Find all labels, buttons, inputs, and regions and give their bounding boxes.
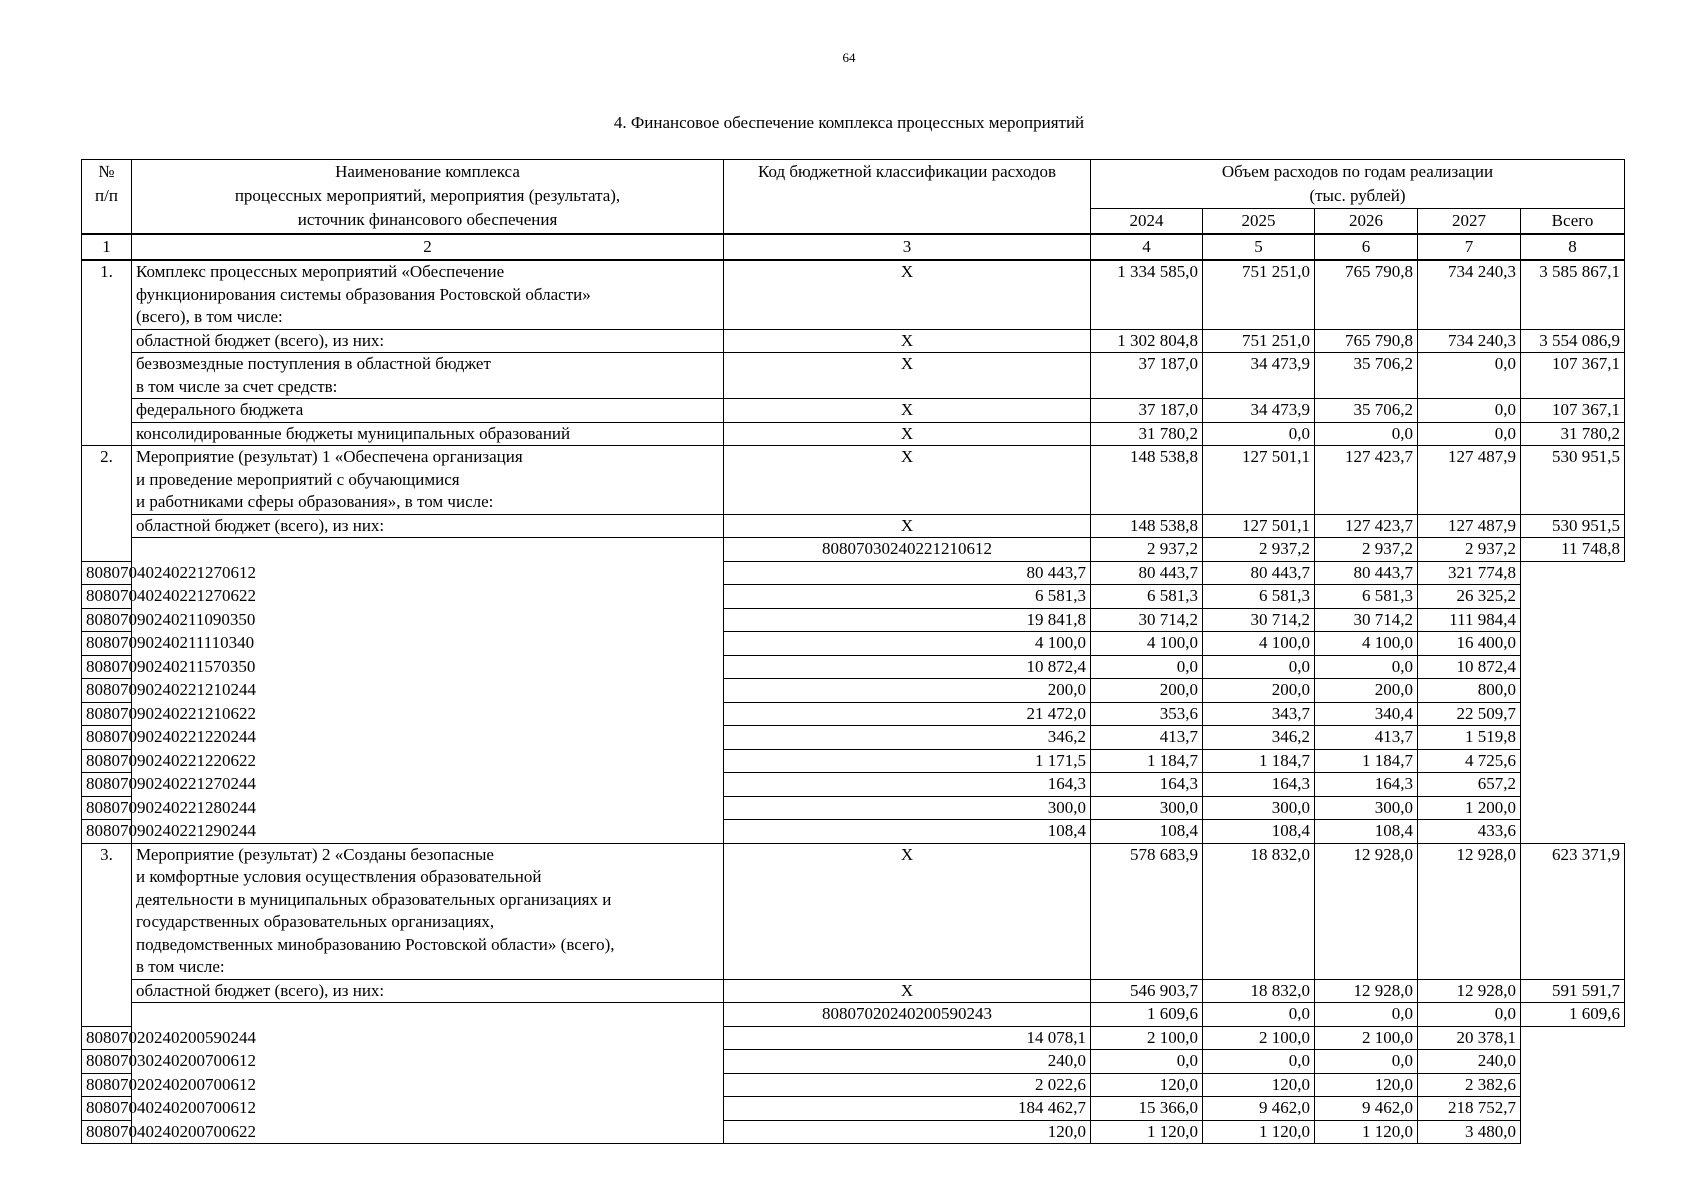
amount-total: 20 378,1	[1418, 1026, 1521, 1050]
col-header-name: Наименование комплекса процессных мероприятий, мероприятия (результата), источник финансового обеспечения	[132, 160, 724, 235]
col-number: 5	[1203, 234, 1315, 260]
table-row	[82, 399, 1625, 423]
budget-code: 80807090240211090350	[82, 608, 132, 632]
amount-year: 120,0	[1203, 1073, 1315, 1097]
amount-year: 0,0	[1315, 1050, 1418, 1074]
amount-year: 108,4	[1091, 820, 1203, 844]
amount-year: 127 487,9	[1418, 514, 1521, 538]
table-row	[82, 422, 1625, 446]
code-row	[82, 538, 1625, 562]
budget-code: 80807020240200590243	[724, 1003, 1091, 1027]
row-name-text: областной бюджет (всего), из них:	[136, 330, 385, 350]
amount-total: 16 400,0	[1418, 632, 1521, 656]
amount-year: 164,3	[1203, 773, 1315, 797]
amount-year: 200,0	[724, 679, 1091, 703]
budget-code: 80807090240221210244	[82, 679, 132, 703]
budget-code: 80807090240221280244	[82, 796, 132, 820]
amount-year: 120,0	[1091, 1073, 1203, 1097]
amount-year: 6 581,3	[1315, 585, 1418, 609]
table-row	[82, 979, 1625, 1003]
col-header-year: 2025	[1203, 209, 1315, 235]
budget-code: 80807090240211570350	[82, 655, 132, 679]
amount-year: 346,2	[1203, 726, 1315, 750]
row-name	[132, 260, 724, 329]
amount-year: 30 714,2	[1091, 608, 1203, 632]
amount-year: 0,0	[1418, 399, 1521, 423]
amount-year: 108,4	[1315, 820, 1418, 844]
amount-year: 35 706,2	[1315, 399, 1418, 423]
col-header-code: Код бюджетной классификации расходов	[724, 160, 1091, 235]
amount-total: 107 367,1	[1521, 353, 1625, 399]
amount-year: 164,3	[1315, 773, 1418, 797]
row-name-text: Мероприятие (результат) 2 «Созданы безопасные и комфортные условия осуществления образовательной деятельности в муниципальных образовательных организациях и государственных образовательных организациях, подведомственных минобразованию Ростовской области» (всего), в том числе:	[136, 844, 615, 976]
amount-total: 321 774,8	[1418, 561, 1521, 585]
budget-code: 80807020240200700612	[82, 1073, 132, 1097]
col-number: 4	[1091, 234, 1203, 260]
amount-year: 200,0	[1315, 679, 1418, 703]
amount-year: 31 780,2	[1091, 422, 1203, 446]
amount-total: 657,2	[1418, 773, 1521, 797]
amount-year: 12 928,0	[1315, 979, 1418, 1003]
budget-code: X	[724, 843, 1091, 979]
table-row	[82, 329, 1625, 353]
amount-year: 1 184,7	[1315, 749, 1418, 773]
row-name	[132, 446, 724, 515]
table-row	[82, 260, 1625, 329]
amount-year: 4 100,0	[1203, 632, 1315, 656]
amount-year: 1 184,7	[1091, 749, 1203, 773]
amount-year: 127 423,7	[1315, 446, 1418, 515]
amount-year: 0,0	[1315, 655, 1418, 679]
budget-code: X	[724, 260, 1091, 329]
amount-year: 0,0	[1091, 1050, 1203, 1074]
amount-year: 343,7	[1203, 702, 1315, 726]
amount-year: 1 302 804,8	[1091, 329, 1203, 353]
col-header-volume: Объем расходов по годам реализации (тыс. рублей)	[1091, 160, 1625, 209]
amount-year: 340,4	[1315, 702, 1418, 726]
amount-total: 31 780,2	[1521, 422, 1625, 446]
amount-total: 1 200,0	[1418, 796, 1521, 820]
amount-year: 200,0	[1203, 679, 1315, 703]
amount-year: 18 832,0	[1203, 843, 1315, 979]
budget-code: 80807090240221220622	[82, 749, 132, 773]
col-header-year: 2024	[1091, 209, 1203, 235]
amount-year: 12 928,0	[1418, 979, 1521, 1003]
col-number: 8	[1521, 234, 1625, 260]
budget-code: 80807090240221220244	[82, 726, 132, 750]
amount-year: 10 872,4	[724, 655, 1091, 679]
col-number: 2	[132, 234, 724, 260]
amount-year: 2 937,2	[1091, 538, 1203, 562]
row-name-text: областной бюджет (всего), из них:	[136, 515, 385, 535]
table-body	[82, 260, 1625, 1144]
amount-year: 546 903,7	[1091, 979, 1203, 1003]
amount-year: 37 187,0	[1091, 353, 1203, 399]
amount-year: 0,0	[1203, 422, 1315, 446]
amount-total: 3 554 086,9	[1521, 329, 1625, 353]
amount-total: 111 984,4	[1418, 608, 1521, 632]
amount-year: 108,4	[724, 820, 1091, 844]
document-title: 4. Финансовое обеспечение комплекса процессных мероприятий	[613, 113, 1085, 132]
amount-year: 9 462,0	[1315, 1097, 1418, 1121]
budget-code: 80807040240221270622	[82, 585, 132, 609]
amount-total: 1 519,8	[1418, 726, 1521, 750]
amount-year: 413,7	[1315, 726, 1418, 750]
budget-code: X	[724, 514, 1091, 538]
budget-code: 80807090240221210622	[82, 702, 132, 726]
amount-year: 0,0	[1315, 1003, 1418, 1027]
row-name-text: консолидированные бюджеты муниципальных образований	[136, 423, 571, 443]
amount-year: 30 714,2	[1203, 608, 1315, 632]
amount-year: 0,0	[1418, 353, 1521, 399]
amount-year: 300,0	[1091, 796, 1203, 820]
amount-total: 530 951,5	[1521, 446, 1625, 515]
col-header-year: 2026	[1315, 209, 1418, 235]
amount-year: 240,0	[724, 1050, 1091, 1074]
amount-total: 10 872,4	[1418, 655, 1521, 679]
budget-code: 80807090240221290244	[82, 820, 132, 844]
table-row	[82, 353, 1625, 399]
section-number: 1.	[82, 260, 132, 446]
amount-year: 19 841,8	[724, 608, 1091, 632]
row-name-text: безвозмездные поступления в областной бюджет в том числе за счет средств:	[136, 354, 491, 396]
amount-total: 591 591,7	[1521, 979, 1625, 1003]
amount-year: 6 581,3	[1203, 585, 1315, 609]
amount-year: 120,0	[724, 1120, 1091, 1144]
budget-code: X	[724, 399, 1091, 423]
table-header	[82, 160, 1625, 261]
row-name-text: федерального бюджета	[136, 400, 304, 419]
amount-year: 12 928,0	[1418, 843, 1521, 979]
amount-year: 751 251,0	[1203, 260, 1315, 329]
budget-code: 80807040240200700612	[82, 1097, 132, 1121]
amount-year: 127 423,7	[1315, 514, 1418, 538]
amount-year: 127 487,9	[1418, 446, 1521, 515]
budget-code: 80807020240200590244	[82, 1026, 132, 1050]
col-number: 1	[82, 234, 132, 260]
amount-year: 34 473,9	[1203, 399, 1315, 423]
amount-year: 4 100,0	[1091, 632, 1203, 656]
amount-year: 2 937,2	[1315, 538, 1418, 562]
amount-year: 12 928,0	[1315, 843, 1418, 979]
amount-total: 107 367,1	[1521, 399, 1625, 423]
amount-year: 164,3	[724, 773, 1091, 797]
amount-year: 1 184,7	[1203, 749, 1315, 773]
amount-year: 2 100,0	[1091, 1026, 1203, 1050]
budget-code: 80807030240200700612	[82, 1050, 132, 1074]
table-row	[82, 446, 1625, 515]
col-number: 3	[724, 234, 1091, 260]
amount-total: 22 509,7	[1418, 702, 1521, 726]
amount-year: 0,0	[1315, 422, 1418, 446]
amount-total: 4 725,6	[1418, 749, 1521, 773]
row-name	[132, 329, 724, 353]
col-header-num: № п/п	[82, 160, 132, 235]
amount-year: 4 100,0	[1315, 632, 1418, 656]
amount-year: 353,6	[1091, 702, 1203, 726]
amount-year: 120,0	[1315, 1073, 1418, 1097]
amount-year: 300,0	[724, 796, 1091, 820]
amount-year: 1 171,5	[724, 749, 1091, 773]
amount-year: 734 240,3	[1418, 260, 1521, 329]
budget-code: X	[724, 446, 1091, 515]
amount-year: 1 120,0	[1315, 1120, 1418, 1144]
amount-total: 1 609,6	[1521, 1003, 1625, 1027]
amount-total: 26 325,2	[1418, 585, 1521, 609]
budget-code: 80807030240221210612	[724, 538, 1091, 562]
amount-year: 30 714,2	[1315, 608, 1418, 632]
amount-year: 1 120,0	[1203, 1120, 1315, 1144]
table-row	[82, 843, 1625, 979]
budget-code: X	[724, 422, 1091, 446]
amount-total: 11 748,8	[1521, 538, 1625, 562]
amount-year: 148 538,8	[1091, 446, 1203, 515]
row-name	[132, 843, 724, 979]
col-number: 7	[1418, 234, 1521, 260]
amount-year: 35 706,2	[1315, 353, 1418, 399]
amount-year: 1 120,0	[1091, 1120, 1203, 1144]
amount-year: 2 022,6	[724, 1073, 1091, 1097]
amount-year: 0,0	[1418, 1003, 1521, 1027]
amount-total: 3 480,0	[1418, 1120, 1521, 1144]
amount-year: 578 683,9	[1091, 843, 1203, 979]
budget-code: 80807040240221270612	[82, 561, 132, 585]
amount-year: 164,3	[1091, 773, 1203, 797]
amount-year: 1 334 585,0	[1091, 260, 1203, 329]
amount-total: 530 951,5	[1521, 514, 1625, 538]
amount-year: 0,0	[1091, 655, 1203, 679]
row-name	[132, 399, 724, 423]
financing-table	[81, 159, 1625, 1144]
amount-year: 0,0	[1203, 655, 1315, 679]
amount-total: 218 752,7	[1418, 1097, 1521, 1121]
amount-year: 2 100,0	[1203, 1026, 1315, 1050]
amount-year: 14 078,1	[724, 1026, 1091, 1050]
row-name	[132, 422, 724, 446]
table-row	[82, 514, 1625, 538]
budget-code: 80807090240221270244	[82, 773, 132, 797]
budget-code: X	[724, 353, 1091, 399]
amount-total: 433,6	[1418, 820, 1521, 844]
budget-code: 80807090240211110340	[82, 632, 132, 656]
amount-year: 108,4	[1203, 820, 1315, 844]
amount-year: 765 790,8	[1315, 260, 1418, 329]
amount-year: 18 832,0	[1203, 979, 1315, 1003]
budget-code: 80807040240200700622	[82, 1120, 132, 1144]
amount-year: 80 443,7	[1091, 561, 1203, 585]
amount-year: 200,0	[1091, 679, 1203, 703]
amount-year: 184 462,7	[724, 1097, 1091, 1121]
amount-year: 21 472,0	[724, 702, 1091, 726]
amount-total: 3 585 867,1	[1521, 260, 1625, 329]
row-name	[132, 353, 724, 399]
row-name	[132, 514, 724, 538]
amount-year: 413,7	[1091, 726, 1203, 750]
amount-total: 240,0	[1418, 1050, 1521, 1074]
row-name-text: Мероприятие (результат) 1 «Обеспечена организация и проведение мероприятий с обучающимися и работниками сферы образования», в том числе:	[136, 447, 523, 511]
col-header-year: 2027	[1418, 209, 1521, 235]
budget-code: X	[724, 329, 1091, 353]
amount-year: 1 609,6	[1091, 1003, 1203, 1027]
amount-year: 80 443,7	[1203, 561, 1315, 585]
amount-year: 0,0	[1418, 422, 1521, 446]
row-name-text: областной бюджет (всего), из них:	[136, 980, 385, 1000]
amount-year: 6 581,3	[724, 585, 1091, 609]
amount-year: 0,0	[1203, 1050, 1315, 1074]
amount-year: 37 187,0	[1091, 399, 1203, 423]
amount-year: 6 581,3	[1091, 585, 1203, 609]
amount-year: 346,2	[724, 726, 1091, 750]
col-number: 6	[1315, 234, 1418, 260]
section-number: 3.	[82, 843, 132, 1026]
amount-year: 2 937,2	[1203, 538, 1315, 562]
amount-year: 34 473,9	[1203, 353, 1315, 399]
amount-year: 751 251,0	[1203, 329, 1315, 353]
amount-year: 0,0	[1203, 1003, 1315, 1027]
amount-year: 127 501,1	[1203, 446, 1315, 515]
page-number: 64	[842, 50, 856, 65]
row-name-text: Комплекс процессных мероприятий «Обеспечение функционирования системы образования Ростовской области» (всего), в том числе:	[136, 262, 591, 326]
code-row	[82, 1003, 1625, 1027]
col-header-total: Всего	[1521, 209, 1625, 235]
amount-total: 2 382,6	[1418, 1073, 1521, 1097]
amount-year: 4 100,0	[724, 632, 1091, 656]
amount-year: 734 240,3	[1418, 329, 1521, 353]
budget-code: X	[724, 979, 1091, 1003]
row-name	[132, 979, 724, 1003]
amount-year: 2 937,2	[1418, 538, 1521, 562]
amount-year: 80 443,7	[724, 561, 1091, 585]
amount-year: 765 790,8	[1315, 329, 1418, 353]
amount-total: 800,0	[1418, 679, 1521, 703]
amount-total: 623 371,9	[1521, 843, 1625, 979]
amount-year: 300,0	[1315, 796, 1418, 820]
amount-year: 80 443,7	[1315, 561, 1418, 585]
amount-year: 127 501,1	[1203, 514, 1315, 538]
amount-year: 148 538,8	[1091, 514, 1203, 538]
amount-year: 300,0	[1203, 796, 1315, 820]
amount-year: 9 462,0	[1203, 1097, 1315, 1121]
amount-year: 2 100,0	[1315, 1026, 1418, 1050]
section-number: 2.	[82, 446, 132, 562]
amount-year: 15 366,0	[1091, 1097, 1203, 1121]
